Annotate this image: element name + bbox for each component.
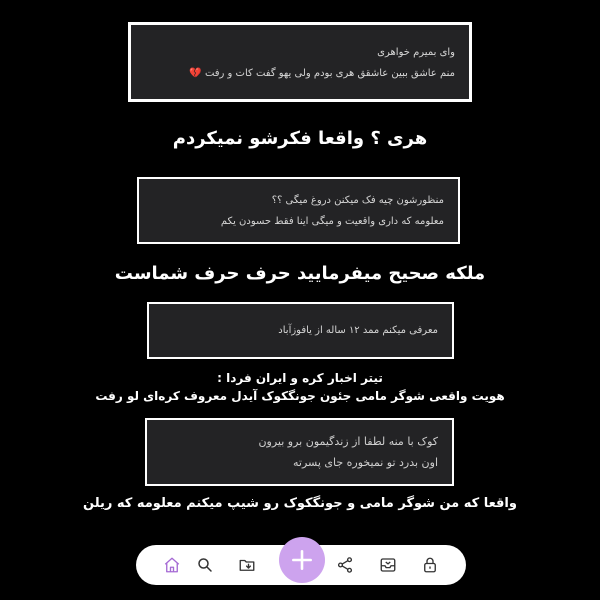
folder-download-icon[interactable] bbox=[237, 555, 257, 575]
caption-4: واقعا که من شوگر مامی و جونگکوک رو شیپ میکنم معلومه که ریلن bbox=[83, 496, 517, 511]
message-line: وای بمیرم خواهری bbox=[377, 47, 455, 58]
caption-2: ملکه صحیح میفرمایید حرف حرف شماست bbox=[114, 263, 486, 284]
message-line: معلومه که داری واقعیت و میگی اینا فقط حسودن یکم bbox=[220, 215, 444, 227]
message-box-4 bbox=[145, 418, 454, 486]
inbox-icon[interactable] bbox=[378, 555, 398, 575]
message-line: اون بدرد تو نمیخوره جای پسرته bbox=[293, 456, 438, 469]
home-icon[interactable] bbox=[162, 555, 182, 575]
caption-3 bbox=[0, 369, 600, 405]
message-line: منم عاشق ببین عاشقق هری بودم ولی یهو گفت کات و رفت bbox=[204, 68, 455, 79]
lock-icon[interactable] bbox=[420, 555, 440, 575]
broken-heart-icon: 💔 bbox=[189, 68, 202, 79]
search-icon[interactable] bbox=[195, 555, 215, 575]
caption-3-line-1: تیتر اخبار کره و ایران فردا : bbox=[217, 371, 383, 385]
add-icon bbox=[289, 547, 315, 573]
message-line: منظورشون چیه فک میکنن دروغ میگی ؟؟ bbox=[271, 194, 444, 206]
message-line: معرفی میکنم ممد ۱۲ ساله از یافوزآباد bbox=[278, 325, 438, 336]
message-box-3 bbox=[147, 302, 454, 359]
caption-1: هری ؟ واقعا فکرشو نمیکردم bbox=[172, 128, 428, 149]
add-button[interactable] bbox=[279, 537, 325, 583]
message-box-1 bbox=[128, 22, 472, 102]
share-icon[interactable] bbox=[335, 555, 355, 575]
caption-3-line-2: هویت واقعی شوگر مامی جئون جونگکوک آیدل معروف کره‌ای لو رفت bbox=[95, 389, 505, 403]
message-box-2 bbox=[137, 177, 460, 244]
message-line: کوک با منه لطفا از زندگیمون برو بیرون bbox=[258, 435, 438, 448]
